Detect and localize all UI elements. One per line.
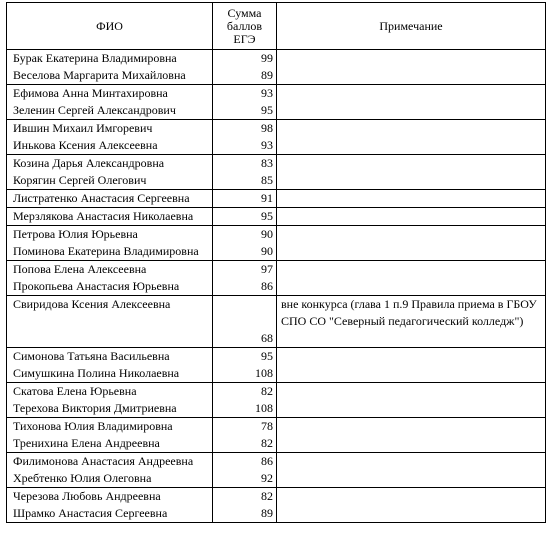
header-note: Примечание <box>277 3 546 50</box>
table-row <box>7 453 546 471</box>
cell-note <box>277 172 546 190</box>
cell-note <box>277 470 546 488</box>
cell-score: 89 <box>213 505 277 523</box>
cell-name: Корягин Сергей Олегович <box>7 172 213 190</box>
cell-note <box>277 102 546 120</box>
table-row <box>7 470 546 488</box>
table-row <box>7 261 546 279</box>
cell-score: 82 <box>213 435 277 453</box>
cell-name: Ефимова Анна Минтахировна <box>7 85 213 103</box>
table-row <box>7 348 546 366</box>
cell-score: 98 <box>213 120 277 138</box>
cell-name: Симонова Татьяна Васильевна <box>7 348 213 366</box>
cell-score: 86 <box>213 278 277 296</box>
cell-note: вне конкурса (глава 1 п.9 Правила приема в ГБОУ СПО СО "Северный педагогический колледж") <box>277 296 546 348</box>
cell-score: 92 <box>213 470 277 488</box>
cell-note <box>277 365 546 383</box>
cell-note <box>277 383 546 401</box>
table-row <box>7 278 546 296</box>
table-row <box>7 488 546 506</box>
table-row <box>7 67 546 85</box>
cell-name: Черезова Любовь Андреевна <box>7 488 213 506</box>
cell-note <box>277 155 546 173</box>
cell-note <box>277 120 546 138</box>
cell-score: 85 <box>213 172 277 190</box>
cell-score: 90 <box>213 243 277 261</box>
cell-name: Козина Дарья Александровна <box>7 155 213 173</box>
cell-name: Поминова Екатерина Владимировна <box>7 243 213 261</box>
cell-note <box>277 226 546 244</box>
table-row <box>7 365 546 383</box>
cell-note <box>277 278 546 296</box>
cell-name: Зеленин Сергей Александрович <box>7 102 213 120</box>
cell-note <box>277 505 546 523</box>
cell-score: 90 <box>213 226 277 244</box>
cell-name: Шрамко Анастасия Сергеевна <box>7 505 213 523</box>
cell-note <box>277 418 546 436</box>
cell-note <box>277 261 546 279</box>
cell-score: 68 <box>213 296 277 348</box>
table-row <box>7 400 546 418</box>
cell-score: 91 <box>213 190 277 208</box>
cell-score: 86 <box>213 453 277 471</box>
cell-note <box>277 208 546 226</box>
cell-note <box>277 137 546 155</box>
cell-note <box>277 243 546 261</box>
table-header-row <box>7 3 546 50</box>
cell-score: 83 <box>213 155 277 173</box>
applicants-table <box>6 2 546 523</box>
cell-name: Петрова Юлия Юрьевна <box>7 226 213 244</box>
cell-score: 97 <box>213 261 277 279</box>
cell-note <box>277 190 546 208</box>
cell-note <box>277 435 546 453</box>
header-score: Сумма баллов ЕГЭ <box>213 3 277 50</box>
table-row <box>7 190 546 208</box>
table-row <box>7 155 546 173</box>
table-row <box>7 85 546 103</box>
cell-name: Прокопьева Анастасия Юрьевна <box>7 278 213 296</box>
cell-score: 99 <box>213 50 277 68</box>
table-row <box>7 208 546 226</box>
cell-score: 78 <box>213 418 277 436</box>
cell-name: Листратенко Анастасия Сергеевна <box>7 190 213 208</box>
cell-note <box>277 50 546 68</box>
table-row <box>7 50 546 68</box>
cell-name: Инькова Ксения Алексеевна <box>7 137 213 155</box>
cell-name: Терехова Виктория Дмитриевна <box>7 400 213 418</box>
table-row <box>7 505 546 523</box>
cell-name: Тренихина Елена Андреевна <box>7 435 213 453</box>
cell-score: 108 <box>213 400 277 418</box>
table-row <box>7 418 546 436</box>
table-row <box>7 172 546 190</box>
cell-score: 82 <box>213 488 277 506</box>
cell-note <box>277 348 546 366</box>
table-row <box>7 243 546 261</box>
table-row <box>7 137 546 155</box>
header-name: ФИО <box>7 3 213 50</box>
cell-note <box>277 453 546 471</box>
cell-name: Тихонова Юлия Владимировна <box>7 418 213 436</box>
table-row <box>7 120 546 138</box>
table-row <box>7 435 546 453</box>
cell-score: 108 <box>213 365 277 383</box>
cell-name: Попова Елена Алексеевна <box>7 261 213 279</box>
cell-name: Филимонова Анастасия Андреевна <box>7 453 213 471</box>
table-row <box>7 296 546 348</box>
cell-name: Хребтенко Юлия Олеговна <box>7 470 213 488</box>
cell-name: Свиридова Ксения Алексеевна <box>7 296 213 348</box>
cell-name: Веселова Маргарита Михайловна <box>7 67 213 85</box>
cell-note <box>277 67 546 85</box>
table-row <box>7 383 546 401</box>
cell-name: Симушкина Полина Николаевна <box>7 365 213 383</box>
table-row <box>7 226 546 244</box>
cell-name: Ившин Михаил Имгоревич <box>7 120 213 138</box>
cell-note <box>277 400 546 418</box>
cell-note <box>277 488 546 506</box>
cell-score: 95 <box>213 348 277 366</box>
cell-name: Бурак Екатерина Владимировна <box>7 50 213 68</box>
cell-score: 89 <box>213 67 277 85</box>
cell-name: Мерзлякова Анастасия Николаевна <box>7 208 213 226</box>
cell-score: 93 <box>213 137 277 155</box>
cell-score: 82 <box>213 383 277 401</box>
cell-score: 95 <box>213 102 277 120</box>
cell-name: Скатова Елена Юрьевна <box>7 383 213 401</box>
table-row <box>7 102 546 120</box>
cell-score: 95 <box>213 208 277 226</box>
cell-note <box>277 85 546 103</box>
cell-score: 93 <box>213 85 277 103</box>
